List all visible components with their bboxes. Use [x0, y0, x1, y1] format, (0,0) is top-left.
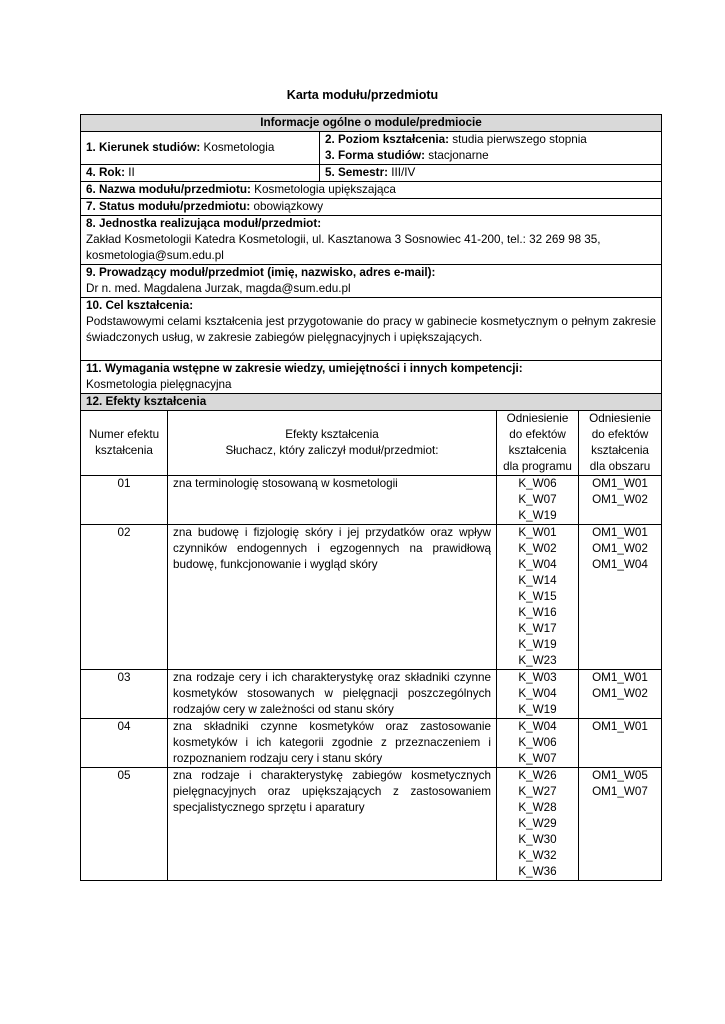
wymagania-value: Kosmetologia pielęgnacyjna — [86, 378, 232, 391]
rok-cell — [81, 165, 320, 182]
area-ref: OM1_W05 — [592, 769, 648, 782]
program-ref: K_W28 — [518, 801, 557, 814]
semestr-label: 5. Semestr: — [325, 166, 389, 179]
poziom-label: 2. Poziom kształcenia: — [325, 133, 450, 146]
program-ref: K_W07 — [518, 493, 557, 506]
effect-number: 03 — [81, 670, 168, 719]
effect-number: 01 — [81, 476, 168, 525]
program-ref: K_W16 — [518, 606, 557, 619]
effect-row — [81, 476, 662, 525]
col-header-effects — [168, 411, 497, 476]
jednostka-label: 8. Jednostka realizująca moduł/przedmiot: — [86, 217, 322, 230]
program-ref: K_W14 — [518, 574, 557, 587]
program-ref: K_W19 — [518, 509, 557, 522]
effect-program-refs — [497, 525, 579, 670]
effect-area-refs — [579, 476, 662, 525]
col-header-program: Odniesienie do efektów kształcenia dla programu — [497, 411, 579, 476]
effect-description: zna terminologię stosowaną w kosmetologii — [168, 476, 497, 525]
effect-description: zna budowę i fizjologię skóry i jej przydatków oraz wpływ czynników endogennych i egzogennych na prawidłową budowę, funkcjonowanie i wygląd skóry — [168, 525, 497, 670]
program-ref: K_W32 — [518, 849, 557, 862]
rok-label: 4. Rok: — [86, 166, 125, 179]
program-ref: K_W04 — [518, 558, 557, 571]
effect-area-refs — [579, 525, 662, 670]
kierunek-label: 1. Kierunek studiów: — [86, 141, 201, 154]
poziom-value: studia pierwszego stopnia — [449, 133, 587, 146]
semestr-value: III/IV — [388, 166, 416, 179]
program-ref: K_W02 — [518, 542, 557, 555]
program-ref: K_W03 — [518, 671, 557, 684]
kierunek-value: Kosmetologia — [200, 141, 275, 154]
program-ref: K_W01 — [518, 526, 557, 539]
effect-program-refs — [497, 768, 579, 881]
cel-cell — [81, 298, 662, 361]
area-ref: OM1_W01 — [592, 526, 648, 539]
program-ref: K_W26 — [518, 769, 557, 782]
area-ref: OM1_W04 — [592, 558, 648, 571]
col-header-effects-title: Efekty kształcenia — [285, 428, 379, 441]
wymagania-label: 11. Wymagania wstępne w zakresie wiedzy, umiejętności i innych kompetencji: — [86, 362, 523, 375]
forma-value: stacjonarne — [425, 149, 489, 162]
nazwa-cell — [81, 182, 662, 199]
effect-row — [81, 670, 662, 719]
page-title: Karta modułu/przedmiotu — [286, 88, 439, 102]
effect-program-refs — [497, 719, 579, 768]
effect-area-refs — [579, 768, 662, 881]
status-label: 7. Status modułu/przedmiotu: — [86, 200, 251, 213]
program-ref: K_W27 — [518, 785, 557, 798]
cel-label: 10. Cel kształcenia: — [86, 299, 194, 312]
general-info-header: Informacje ogólne o module/predmiocie — [81, 115, 662, 132]
forma-label: 3. Forma studiów: — [325, 149, 426, 162]
program-ref: K_W19 — [518, 638, 557, 651]
effect-description: zna rodzaje i charakterystykę zabiegów kosmetycznych pielęgnacyjnych oraz upiększających z zastosowaniem specjalistycznego sprzętu i aparatury — [168, 768, 497, 881]
program-ref: K_W29 — [518, 817, 557, 830]
program-ref: K_W07 — [518, 752, 557, 765]
efekty-header: 12. Efekty kształcenia — [81, 394, 662, 411]
kierunek-cell — [81, 132, 320, 165]
status-cell — [81, 199, 662, 216]
nazwa-label: 6. Nazwa modułu/przedmiotu: — [86, 183, 251, 196]
jednostka-cell — [81, 216, 662, 265]
area-ref: OM1_W01 — [592, 477, 648, 490]
module-card-table — [80, 114, 662, 881]
semestr-cell — [320, 165, 662, 182]
effect-row — [81, 719, 662, 768]
effect-number: 05 — [81, 768, 168, 881]
program-ref: K_W15 — [518, 590, 557, 603]
effect-area-refs — [579, 670, 662, 719]
nazwa-value: Kosmetologia upiększająca — [250, 183, 396, 196]
program-ref: K_W04 — [518, 720, 557, 733]
cel-value: Podstawowymi celami kształcenia jest przygotowanie do pracy w gabinecie kosmetycznym o pełnym zakresie świadczonych usług, w zakresie zabiegów pielęgnacyjnych i upiększających. — [86, 315, 657, 344]
area-ref: OM1_W01 — [592, 671, 648, 684]
rok-value: II — [124, 166, 135, 179]
col-header-number: Numer efektu kształcenia — [81, 411, 168, 476]
program-ref: K_W04 — [518, 687, 557, 700]
poziom-forma-cell — [320, 132, 662, 165]
program-ref: K_W30 — [518, 833, 557, 846]
effect-area-refs — [579, 719, 662, 768]
program-ref: K_W19 — [518, 703, 557, 716]
area-ref: OM1_W01 — [592, 720, 648, 733]
effect-row — [81, 768, 662, 881]
program-ref: K_W06 — [518, 736, 557, 749]
prowadzacy-value: Dr n. med. Magdalena Jurzak, magda@sum.edu.pl — [86, 282, 351, 295]
program-ref: K_W23 — [518, 654, 557, 667]
effect-program-refs — [497, 670, 579, 719]
area-ref: OM1_W02 — [592, 542, 648, 555]
effect-description: zna składniki czynne kosmetyków oraz zastosowanie kosmetyków i ich kategorii zgodnie z przeznaczeniem i rozpoznaniem rodzaju cery i stanu skóry — [168, 719, 497, 768]
program-ref: K_W17 — [518, 622, 557, 635]
area-ref: OM1_W02 — [592, 493, 648, 506]
effect-number: 04 — [81, 719, 168, 768]
col-header-area: Odniesienie do efektów kształcenia dla obszaru — [579, 411, 662, 476]
effect-number: 02 — [81, 525, 168, 670]
prowadzacy-cell — [81, 265, 662, 298]
effect-row — [81, 525, 662, 670]
jednostka-value: Zakład Kosmetologii Katedra Kosmetologii, ul. Kasztanowa 3 Sosnowiec 41-200, tel.: 32 269 98 35, kosmetologia@sum.edu.pl — [86, 233, 601, 262]
wymagania-cell — [81, 361, 662, 394]
status-value: obowiązkowy — [250, 200, 324, 213]
col-header-effects-subtitle: Słuchacz, który zaliczył moduł/przedmiot: — [225, 444, 439, 457]
area-ref: OM1_W07 — [592, 785, 648, 798]
prowadzacy-label: 9. Prowadzący moduł/przedmiot (imię, nazwisko, adres e-mail): — [86, 266, 436, 279]
program-ref: K_W06 — [518, 477, 557, 490]
area-ref: OM1_W02 — [592, 687, 648, 700]
program-ref: K_W36 — [518, 865, 557, 878]
effect-program-refs — [497, 476, 579, 525]
effect-description: zna rodzaje cery i ich charakterystykę oraz składniki czynne kosmetyków stosowanych w pielęgnacji poszczególnych rodzajów cery w zależności od stanu skóry — [168, 670, 497, 719]
